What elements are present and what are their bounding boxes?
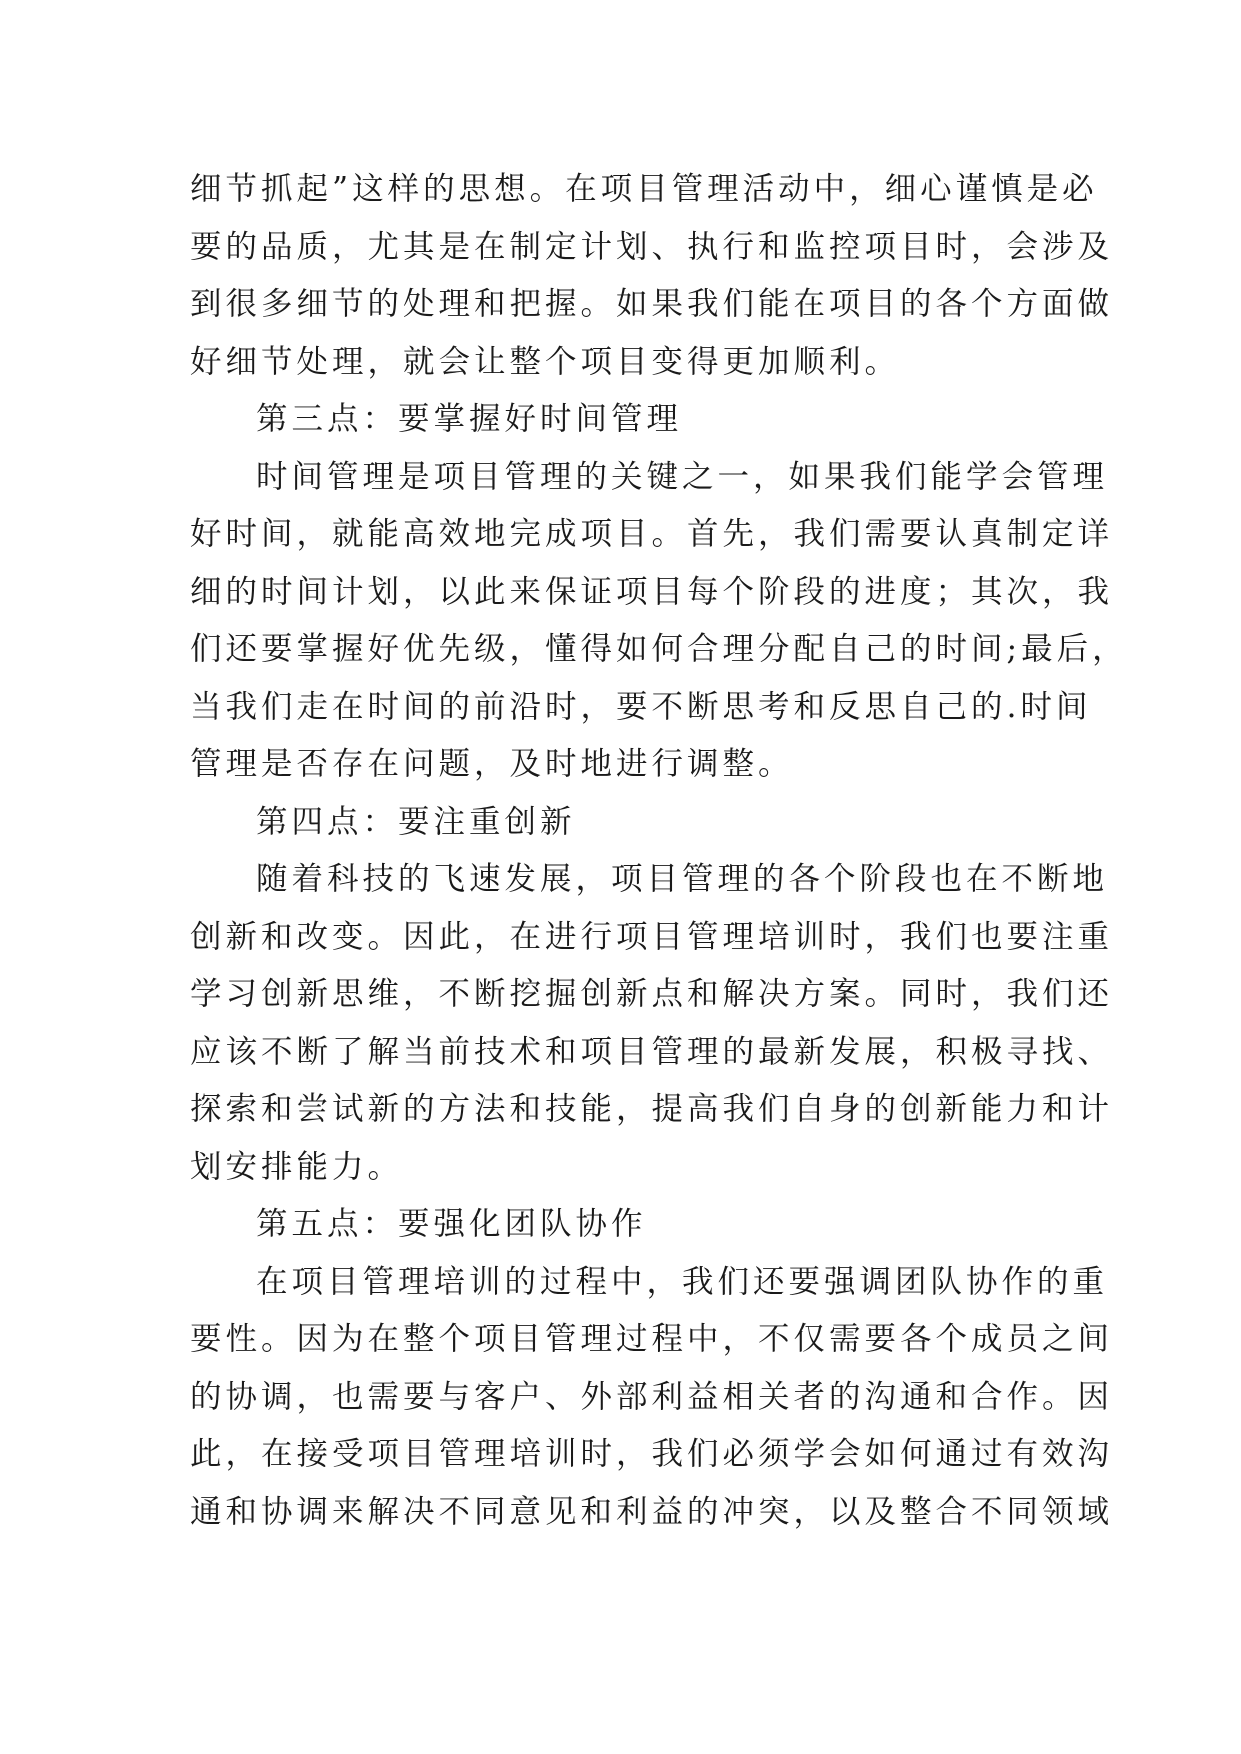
text-line: 应该不断了解当前技术和项目管理的最新发展，积极寻找、 [190,1033,1114,1070]
text-line: 时间管理是项目管理的关键之一，如果我们能学会管理 [256,458,1109,495]
text-line: 管理是否存在问题，及时地进行调整。 [190,746,794,782]
text-line: 到很多细节的处理和把握。如果我们能在项目的各个方面做 [190,286,1114,322]
text-line: 当我们走在时间的前沿时，要不断思考和反思自己的.时间 [190,688,1092,725]
text-line: 好细节处理，就会让整个项目变得更加顺利。 [190,343,901,380]
text-line: 细的时间计划，以此来保证项目每个阶段的进度；其次，我 [190,573,1114,610]
text-line: 通和协调来解决不同意见和利益的冲突，以及整合不同领域 [190,1493,1114,1530]
text-line: 探索和尝试新的方法和技能，提高我们自身的创新能力和计 [190,1091,1114,1127]
section-heading: 第三点：要掌握好时间管理 [256,401,683,437]
text-line: 细节抓起”这样的思想。在项目管理活动中，细心谨慎是必 [190,171,1098,207]
text-line: 学习创新思维，不断挖掘创新点和解决方案。同时，我们还 [190,976,1114,1012]
text-line: 要的品质，尤其是在制定计划、执行和监控项目时，会涉及 [190,228,1114,265]
section-heading: 第五点：要强化团队协作 [256,1206,647,1242]
text-line: 要性。因为在整个项目管理过程中，不仅需要各个成员之间 [190,1321,1114,1357]
text-line: 好时间，就能高效地完成项目。首先，我们需要认真制定详 [190,516,1114,552]
text-line: 在项目管理培训的过程中，我们还要强调团队协作的重 [256,1263,1109,1300]
text-line: 们还要掌握好优先级，懂得如何合理分配自己的时间;最后， [190,631,1128,667]
text-line: 划安排能力。 [190,1148,404,1185]
text-line: 随着科技的飞速发展，项目管理的各个阶段也在不断地 [256,861,1109,897]
text-line: 此，在接受项目管理培训时，我们必须学会如何通过有效沟 [190,1436,1114,1472]
text-line: 创新和改变。因此，在进行项目管理培训时，我们也要注重 [190,918,1114,955]
section-heading: 第四点：要注重创新 [256,803,576,840]
text-line: 的协调，也需要与客户、外部利益相关者的沟通和合作。因 [190,1378,1114,1415]
document-body [190,161,1128,1541]
